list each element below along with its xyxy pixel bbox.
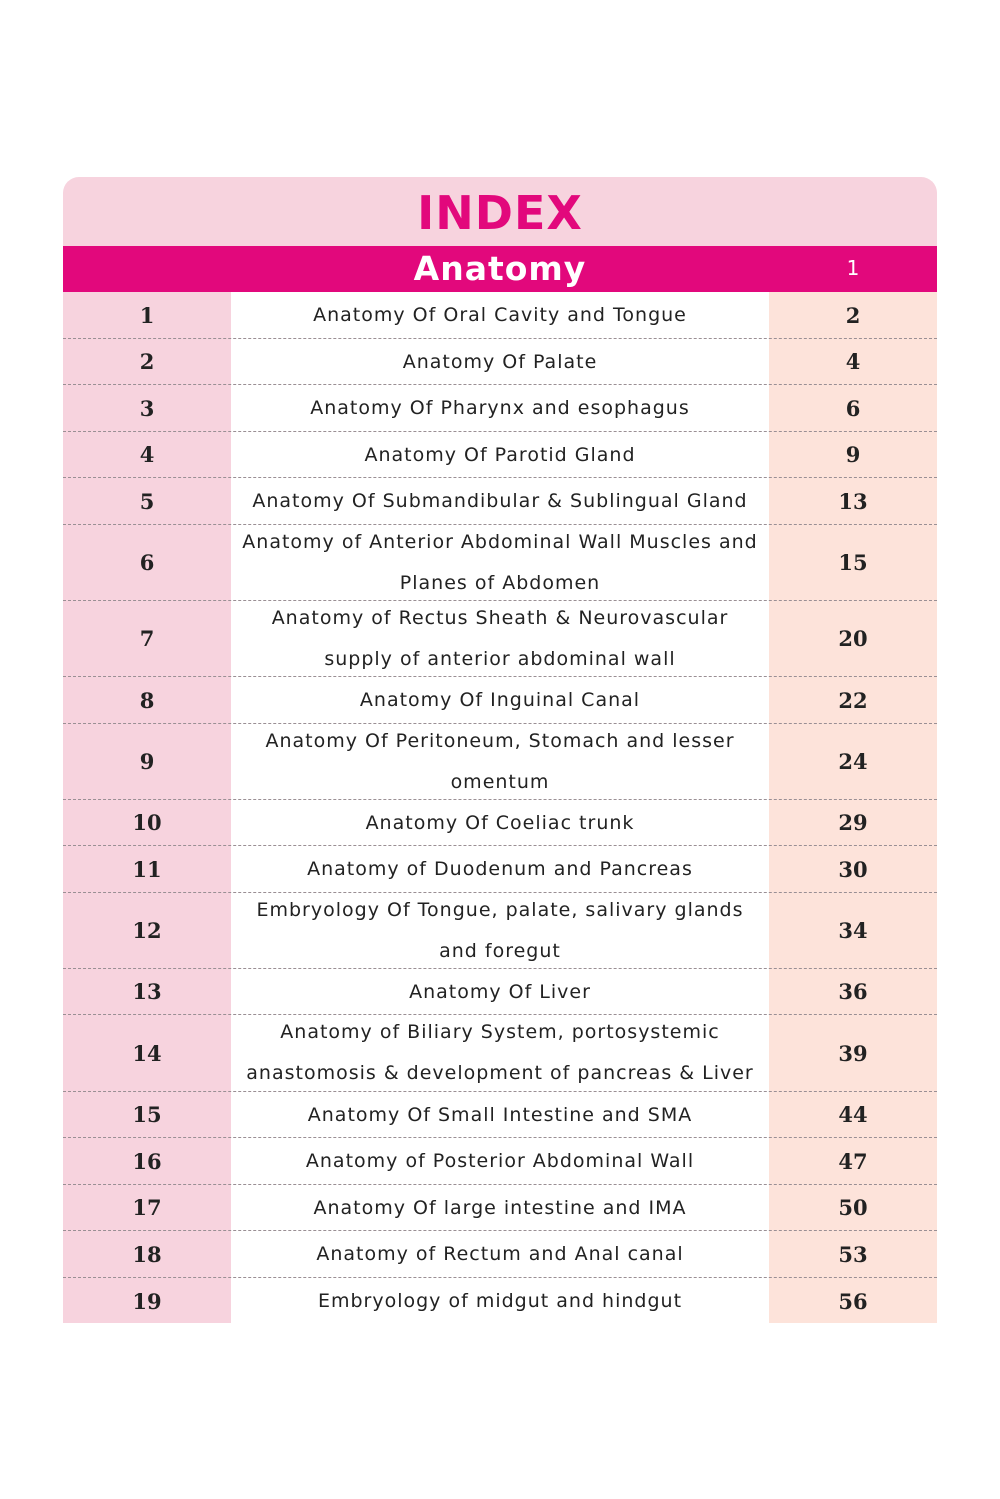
chapter-page-number: 34 [838,918,868,943]
table-row [63,1138,937,1185]
chapter-page-number: 39 [838,1040,868,1066]
table-row [63,1185,937,1231]
chapter-page-number: 56 [838,1288,868,1314]
table-row [63,724,937,800]
chapter-topic: Anatomy Of Peritoneum, Stomach and lesser omentum [265,729,735,793]
chapter-topic: Anatomy Of Palate [402,350,598,373]
chapter-page-number: 20 [838,626,868,651]
table-row [63,677,937,724]
chapter-number: 6 [139,550,155,575]
chapter-number: 19 [132,1288,162,1314]
table-row [63,432,937,478]
chapter-number: 1 [139,302,155,328]
chapter-topic: Anatomy Of large intestine and IMA [313,1196,687,1219]
chapter-page-number: 30 [838,856,868,882]
table-row [63,292,937,339]
table-row [63,800,937,846]
chapter-page-number: 13 [838,488,868,514]
table-row [63,846,937,893]
chapter-number: 17 [132,1195,162,1220]
chapter-number: 2 [139,349,155,374]
chapter-topic: Anatomy of Rectum and Anal canal [316,1243,684,1265]
chapter-topic: Anatomy of Biliary System, portosystemic anastomosis & development of pancreas & Liver [246,1021,754,1084]
table-row [63,1278,937,1324]
chapter-page-number: 4 [845,349,861,374]
table-row [63,339,937,385]
chapter-topic: Anatomy of Rectus Sheath & Neurovascular supply of anterior abdominal wall [271,606,729,670]
chapter-number: 15 [132,1102,162,1127]
chapter-page-number: 53 [838,1241,868,1267]
chapter-topic: Anatomy Of Parotid Gland [364,443,636,466]
chapter-page-number: 22 [838,687,868,713]
index-header [63,177,937,246]
section-header [63,246,937,292]
chapter-number: 13 [132,979,162,1004]
chapter-number: 14 [132,1040,162,1066]
chapter-topic: Anatomy of Anterior Abdominal Wall Muscles and Planes of Abdomen [242,530,758,594]
chapter-number: 9 [139,749,155,774]
section-page-number: 1 [846,256,860,280]
chapter-page-number: 47 [838,1148,868,1174]
chapter-number: 16 [132,1148,162,1174]
chapter-topic: Anatomy Of Inguinal Canal [359,689,641,711]
chapter-page-number: 50 [838,1195,868,1220]
table-row [63,478,937,525]
chapter-page-number: 24 [838,749,868,774]
table-row [63,385,937,432]
chapter-page-number: 6 [845,395,861,421]
chapter-topic: Anatomy Of Small Intestine and SMA [307,1103,693,1126]
chapter-page-number: 36 [838,979,868,1004]
section-title: Anatomy [413,249,587,288]
chapter-number: 11 [132,856,162,882]
chapter-topic: Embryology Of Tongue, palate, salivary glands and foregut [256,898,744,962]
chapter-topic: Anatomy Of Submandibular & Sublingual Gland [252,490,748,512]
chapter-number: 5 [139,488,155,514]
chapter-number: 8 [139,687,155,713]
chapter-topic: Anatomy Of Pharynx and esophagus [310,397,690,419]
chapter-number: 12 [132,918,162,943]
chapter-page-number: 2 [845,302,861,328]
chapter-topic: Anatomy Of Oral Cavity and Tongue [313,304,687,326]
chapter-number: 3 [139,395,155,421]
chapter-number: 10 [132,810,162,835]
chapter-number: 18 [132,1241,162,1267]
table-row [63,969,937,1015]
chapter-topic: Embryology of midgut and hindgut [317,1290,683,1312]
table-row [63,1231,937,1278]
chapter-page-number: 15 [838,550,868,575]
chapter-number: 7 [139,626,155,651]
table-row [63,1092,937,1138]
chapter-page-number: 9 [845,442,861,467]
table-row [63,525,937,601]
chapter-number: 4 [139,442,155,467]
chapter-topic: Anatomy of Posterior Abdominal Wall [305,1150,695,1172]
chapter-topic: Anatomy of Duodenum and Pancreas [307,858,693,880]
chapter-page-number: 29 [838,810,868,835]
index-title: INDEX [417,186,583,240]
chapter-topic: Anatomy Of Coeliac trunk [365,811,635,834]
table-row [63,893,937,969]
table-row [63,1015,937,1092]
index-rows [63,292,937,1323]
chapter-topic: Anatomy Of Liver [409,980,591,1003]
index-table [63,177,937,1323]
table-row [63,601,937,677]
chapter-page-number: 44 [838,1102,868,1127]
